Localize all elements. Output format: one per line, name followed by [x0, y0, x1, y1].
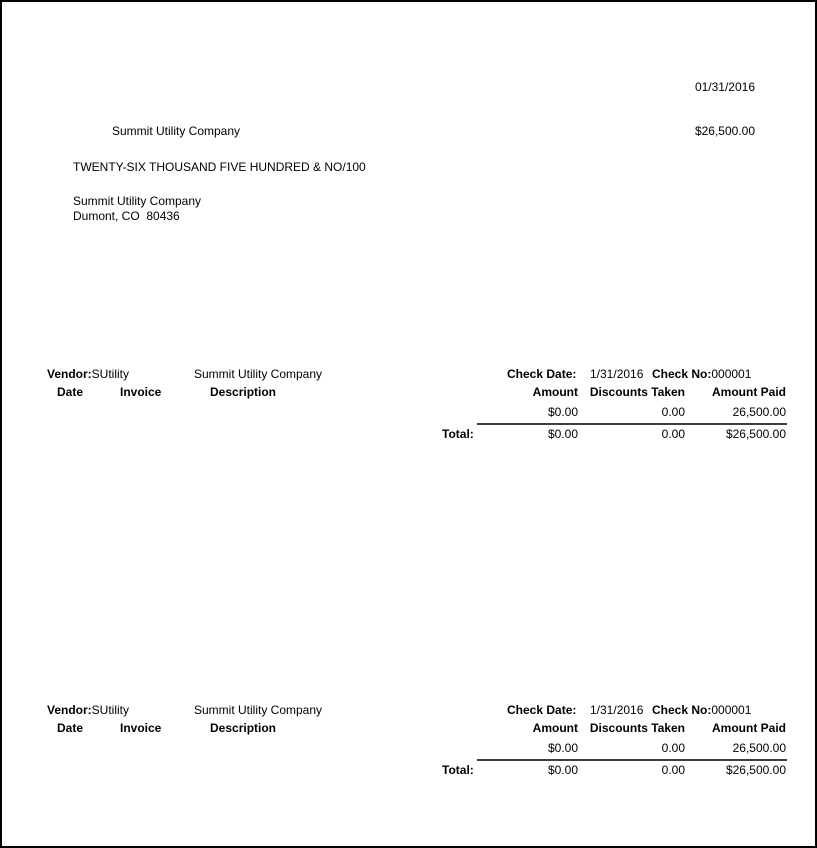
total-amount: $0.00: [547, 427, 578, 441]
line-item-discounts-taken: 0.00: [661, 741, 685, 755]
vendor-label: Vendor:: [47, 703, 92, 717]
payee-name: Summit Utility Company: [112, 124, 241, 138]
vendor-code: SUtility: [91, 703, 130, 717]
check-no-label: Check No:: [652, 367, 712, 381]
total-label: Total:: [442, 427, 474, 441]
col-header-description: Description: [210, 385, 277, 399]
col-header-date: Date: [57, 721, 84, 735]
col-header-description: Description: [210, 721, 277, 735]
col-header-invoice: Invoice: [120, 721, 162, 735]
check-no-value: 000001: [711, 703, 752, 717]
check-no-field: [652, 703, 751, 717]
line-item-amount: $0.00: [547, 741, 578, 755]
check-stub-top: [2, 365, 817, 450]
check-date-label: Check Date:: [507, 367, 577, 381]
vendor-code: SUtility: [91, 367, 130, 381]
payee-address-city: Dumont, CO 80436: [73, 209, 180, 223]
col-header-amount: Amount: [532, 385, 578, 399]
total-separator-line: [477, 759, 787, 761]
line-item-discounts-taken: 0.00: [661, 405, 685, 419]
check-no-label: Check No:: [652, 703, 712, 717]
total-amount-paid: $26,500.00: [725, 427, 786, 441]
col-header-invoice: Invoice: [120, 385, 162, 399]
check-no-field: [652, 367, 751, 381]
check-date-label: Check Date:: [507, 703, 577, 717]
total-discounts-taken: 0.00: [661, 427, 685, 441]
check-date-value: 1/31/2016: [590, 367, 644, 381]
total-label: Total:: [442, 763, 474, 777]
vendor-name: Summit Utility Company: [194, 703, 323, 717]
check-stub-bottom: [2, 701, 817, 786]
vendor-label: Vendor:: [47, 367, 92, 381]
col-header-discounts-taken: Discounts Taken: [589, 385, 685, 399]
line-item-amount-paid: 26,500.00: [732, 741, 786, 755]
vendor-name: Summit Utility Company: [194, 367, 323, 381]
col-header-amount-paid: Amount Paid: [712, 385, 786, 399]
payee-address-name: Summit Utility Company: [73, 194, 202, 208]
col-header-amount: Amount: [532, 721, 578, 735]
col-header-discounts-taken: Discounts Taken: [589, 721, 685, 735]
col-header-date: Date: [57, 385, 84, 399]
check-date-value: 1/31/2016: [590, 703, 644, 717]
total-amount: $0.00: [547, 763, 578, 777]
col-header-amount-paid: Amount Paid: [712, 721, 786, 735]
line-item-amount-paid: 26,500.00: [732, 405, 786, 419]
amount-in-words: TWENTY-SIX THOUSAND FIVE HUNDRED & NO/100: [73, 160, 366, 174]
line-item-amount: $0.00: [547, 405, 578, 419]
total-discounts-taken: 0.00: [661, 763, 685, 777]
check-amount: $26,500.00: [694, 124, 755, 138]
vendor-field: [47, 703, 129, 717]
check-date: 01/31/2016: [694, 80, 755, 94]
check-no-value: 000001: [711, 367, 752, 381]
vendor-field: [47, 367, 129, 381]
total-separator-line: [477, 423, 787, 425]
total-amount-paid: $26,500.00: [725, 763, 786, 777]
